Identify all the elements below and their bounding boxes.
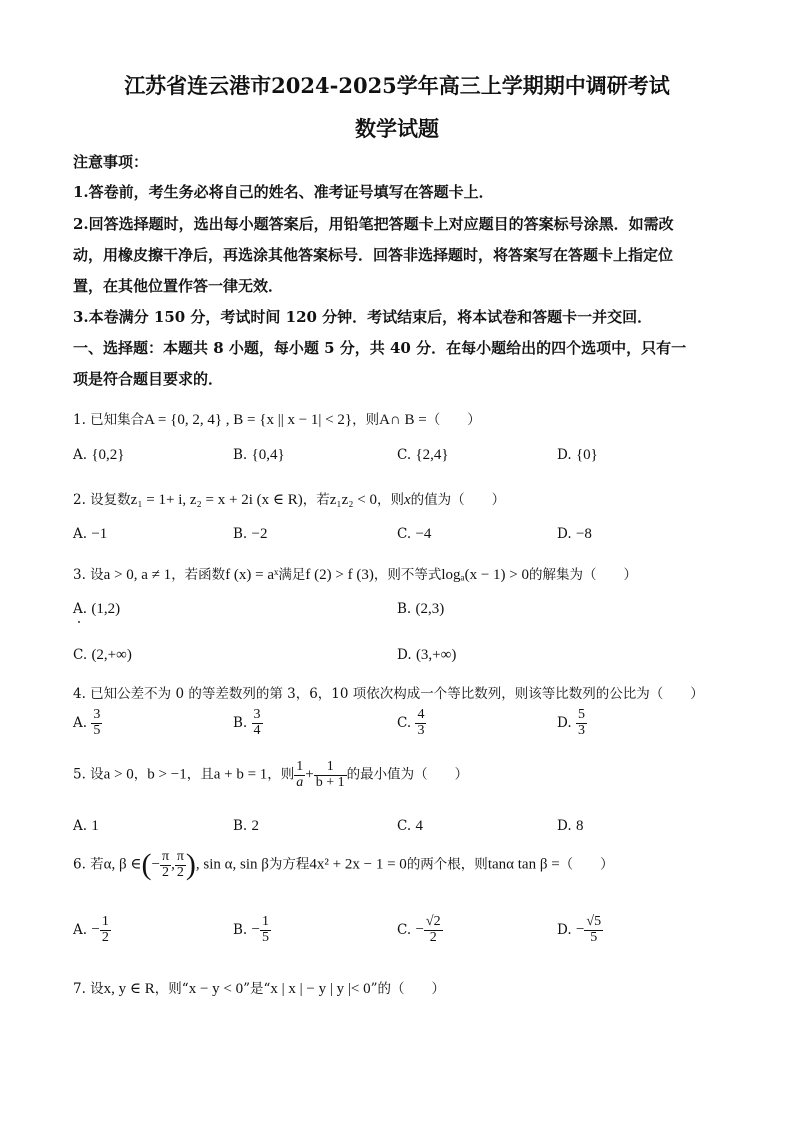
question-1-stem: 1. 已知集合A = {0, 2, 4} , B = {x || x − 1| < 2}，则A∩ B =（ ） <box>73 412 481 428</box>
question-3-option-b: B. (2,3) <box>397 601 445 617</box>
question-3-option-c: C. (2,+∞) <box>73 647 132 663</box>
question-3-option-a: A. (1,2) <box>73 601 121 617</box>
question-4-option-a: A. $\frac{3}{5}$ <box>73 707 101 738</box>
question-2-option-b: B. −2 <box>233 526 268 542</box>
question-5-stem: 5. 设a > 0，b > −1，且a + b = 1，则 $\frac{1}{a}$ + $\frac{1}{b + 1}$ 的最小值为（ ） <box>73 759 469 790</box>
question-1-option-a: A. {0,2} <box>73 447 125 463</box>
question-6-option-a: A. − $\frac{1}{2}$ <box>73 914 109 945</box>
question-4-stem: 4. 已知公差不为 0 的等差数列的第 3，6，10 项依次构成一个等比数列，则该等比数列的公比为（ ） <box>73 686 704 702</box>
notice-item-1: 1.答卷前，考生务必将自己的姓名、准考证号填写在答题卡上． <box>73 183 494 201</box>
question-7-stem: 7. 设x, y ∈ R，则“x − y < 0”是“x | x | − y | y |< 0”的（ ） <box>73 981 446 997</box>
notice-item-2-line-2: 动，用橡皮擦干净后，再选涂其他答案标号．回答非选择题时，将答案写在答题卡上指定位 <box>73 246 674 264</box>
question-1-option-c: C. {2,4} <box>397 447 449 463</box>
question-5-option-a: A. 1 <box>73 818 99 834</box>
question-6-option-c: C. − $\frac{√2}{2}$ <box>397 914 441 945</box>
question-5-option-b: B. 2 <box>233 818 260 834</box>
question-2-option-a: A. −1 <box>73 526 108 542</box>
notice-item-3: 3.本卷满分 150 分，考试时间 120 分钟．考试结束后，将本试卷和答题卡一并交回． <box>73 308 653 326</box>
notice-item-2-line-3: 置，在其他位置作答一律无效． <box>73 277 284 295</box>
question-2-option-c: C. −4 <box>397 526 432 542</box>
question-4-option-b: B. $\frac{3}{4}$ <box>233 707 261 738</box>
question-4-option-d: D. $\frac{5}{3}$ <box>557 707 585 738</box>
exam-title: 江苏省连云港市2024-2025学年高三上学期期中调研考试 <box>124 73 670 98</box>
question-6-stem: 6. 若α, β ∈(− $\frac{\pi}{2}$ , $\frac{\pi}{2}$ ), sin α, sin β为方程4x² + 2x − 1 = 0的两个根，则tanα tan β =（ ） <box>73 848 614 881</box>
notice-item-2-line-1: 2.回答选择题时，选出每小题答案后，用铅笔把答题卡上对应题目的答案标号涂黑．如需改 <box>73 215 674 233</box>
question-2-stem: 2. 设复数z₁ = 1+ i, z₂ = x + 2i (x ∈ R)，若z₁z₂ < 0，则x的值为（ ） <box>73 492 506 508</box>
question-6-option-b: B. − $\frac{1}{5}$ <box>233 914 269 945</box>
section-heading-line-2: 项是符合题目要求的． <box>73 370 224 388</box>
section-heading-line-1: 一、选择题：本题共 8 小题，每小题 5 分，共 40 分．在每小题给出的四个选项中，只有一 <box>73 339 687 357</box>
scan-speck <box>78 621 80 623</box>
exam-subtitle: 数学试题 <box>355 116 439 141</box>
question-6-option-d: D. − $\frac{√5}{5}$ <box>557 914 602 945</box>
question-3-stem: 3. 设a > 0, a ≠ 1，若函数f (x) = aˣ满足f (2) > f (3)，则不等式logₐ(x − 1) > 0的解集为（ ） <box>73 567 638 583</box>
question-1-option-d: D. {0} <box>557 447 598 463</box>
notice-heading: 注意事项： <box>73 153 149 171</box>
question-3-option-d: D. (3,+∞) <box>397 647 457 663</box>
question-4-option-c: C. $\frac{4}{3}$ <box>397 707 425 738</box>
question-5-option-d: D. 8 <box>557 818 584 834</box>
question-5-option-c: C. 4 <box>397 818 423 834</box>
question-2-option-d: D. −8 <box>557 526 592 542</box>
question-1-option-b: B. {0,4} <box>233 447 285 463</box>
